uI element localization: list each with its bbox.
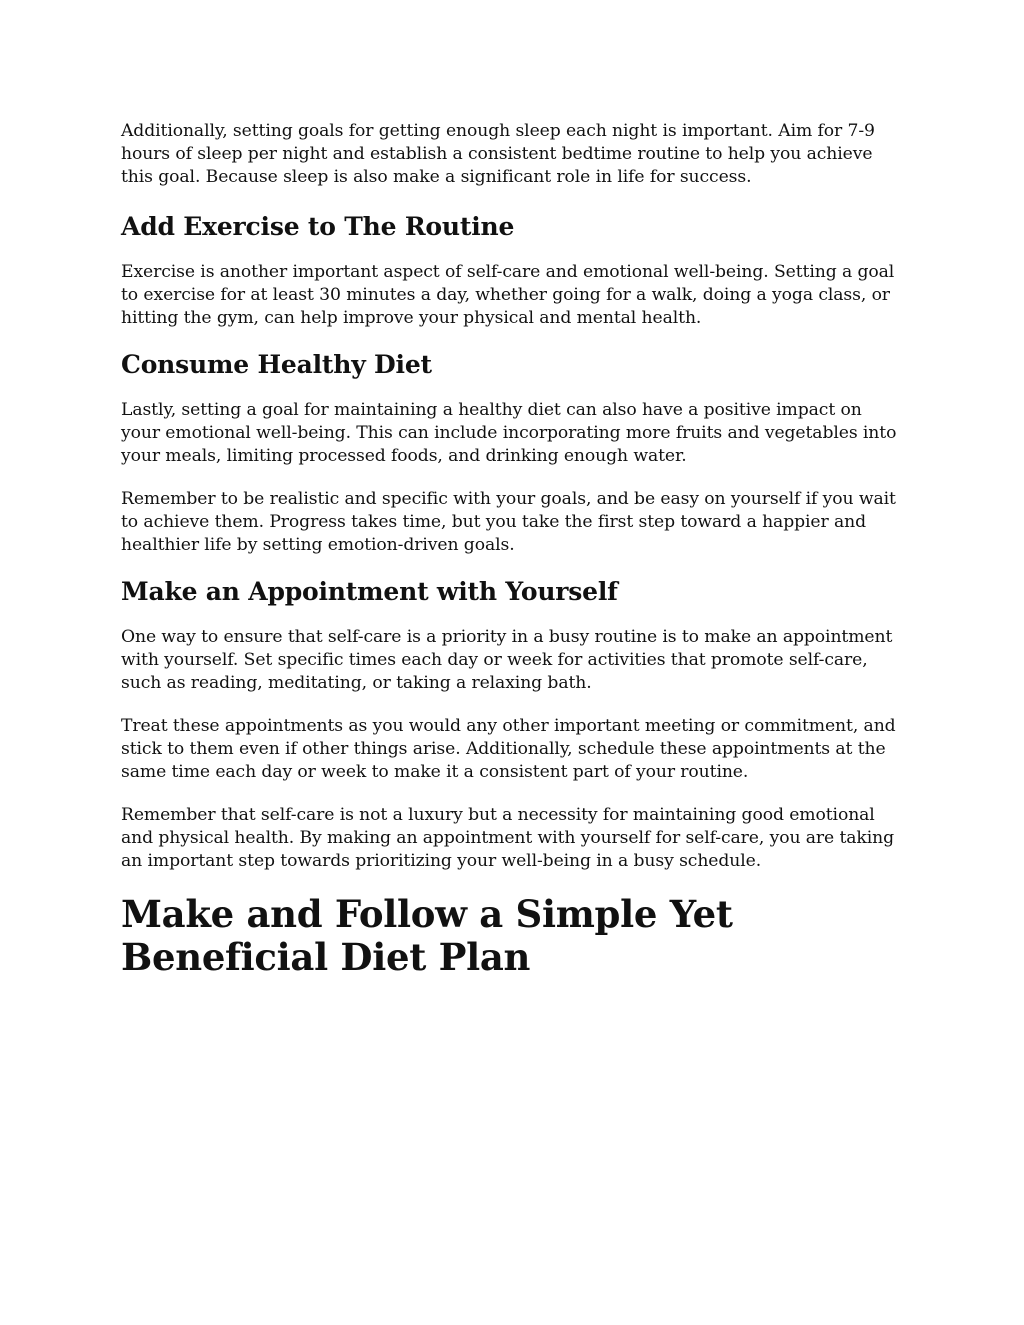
document-page: [121, 120, 901, 979]
heading-healthy-diet: Consume Healthy Diet: [121, 350, 432, 379]
heading-add-exercise: Add Exercise to The Routine: [121, 212, 515, 241]
paragraph-healthy-diet: Lastly, setting a goal for maintaining a healthy diet can also have a positive impact on your emotional well-being. This can include incorporating more fruits and vegetables into your meals, limiting processed foods, and drinking enough water.: [121, 400, 897, 466]
paragraph-treat-appointments: Treat these appointments as you would any other important meeting or commitment, and stick to them even if other things arise. Additionally, schedule these appointments at the same time each day or week to make it a consistent part of your routine.: [121, 716, 896, 782]
heading-diet-plan: Make and Follow a Simple Yet Beneficial Diet Plan: [121, 892, 733, 979]
paragraph-realistic-goals: Remember to be realistic and specific with your goals, and be easy on yourself if you wait to achieve them. Progress takes time, but you take the first step toward a happier and healthier life by setting emotion-driven goals.: [121, 489, 896, 555]
heading-appointment: Make an Appointment with Yourself: [121, 577, 618, 606]
paragraph-self-care-necessity: Remember that self-care is not a luxury but a necessity for maintaining good emotional and physical health. By making an appointment with yourself for self-care, you are taking an important step towards prioritizing your well-being in a busy schedule.: [121, 805, 895, 871]
paragraph-exercise: Exercise is another important aspect of self-care and emotional well-being. Setting a goal to exercise for at least 30 minutes a day, whether going for a walk, doing a yoga class, or hitting the gym, can help improve your physical and mental health.: [121, 262, 895, 328]
paragraph-appointment: One way to ensure that self-care is a priority in a busy routine is to make an appointment with yourself. Set specific times each day or week for activities that promote self-care, such as reading, meditating, or taking a relaxing bath.: [121, 627, 893, 693]
paragraph-sleep-goals: Additionally, setting goals for getting enough sleep each night is important. Aim for 7-9 hours of sleep per night and establish a consistent bedtime routine to help you achieve this goal. Because sleep is also make a significant role in life for success.: [121, 121, 875, 187]
